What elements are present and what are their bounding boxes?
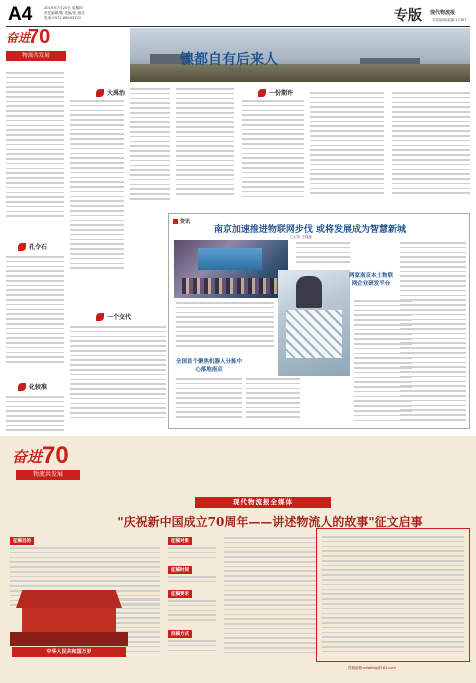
bottom-anniversary-logo [12, 442, 92, 482]
section-name: 专版 [394, 8, 422, 24]
page-number: A4 [8, 4, 33, 25]
news-text-col-2 [246, 378, 300, 421]
article-text-col-2 [70, 100, 124, 272]
masthead-rule [6, 26, 470, 27]
news-tag-label: 资讯 [180, 219, 191, 225]
subhead [258, 88, 293, 97]
bottom-logo-tagline: 物流共发展 [16, 470, 80, 480]
leaf-icon [18, 243, 26, 251]
article-text-col-3 [130, 88, 170, 203]
subhead-text: 化较准 [29, 384, 48, 391]
photo-caption: 两家南京本土物联网企业研发平台 [348, 273, 393, 287]
news-title: 南京加速推进物联网步伐 或将发展成为智慧新城 [213, 225, 407, 235]
gate-hall [22, 608, 116, 632]
media-banner: 现代物流报全媒体 [195, 497, 331, 508]
visitors [182, 278, 280, 294]
feature-title: 镍都自有后来人 [180, 52, 278, 68]
model-photo [278, 270, 350, 376]
subhead [18, 242, 47, 251]
target-text [168, 547, 216, 561]
leaf-icon [18, 383, 26, 391]
page-editor: 本版编辑/邮编:17467 [432, 18, 467, 22]
bottom-logo-number: 70 [42, 442, 69, 469]
masthead-phone: 电话:0371-69003722 [44, 16, 82, 20]
news-text-col-5 [400, 242, 466, 424]
exhibition-photo [174, 240, 288, 298]
person [296, 276, 322, 308]
article-text-col-4 [176, 88, 234, 198]
logo-tagline: 物流共发展 [6, 51, 66, 61]
article-text-col-1c [6, 396, 64, 434]
tag-requirements: 征稿要求 [168, 590, 192, 598]
news-byline: □记者 王晓瑞 [290, 235, 312, 239]
requirements-text [168, 600, 216, 624]
anniversary-logo [6, 26, 62, 65]
subhead [96, 88, 125, 97]
gate-roof [16, 590, 122, 608]
contact-email: 投稿邮箱:xdwlbtg@163.com [348, 666, 396, 670]
city-model [286, 310, 342, 358]
gate-sign: 中华人民共和国万岁 [12, 647, 126, 657]
news-text-col-3 [296, 242, 350, 266]
news-text-col-1 [176, 302, 274, 350]
bottom-logo-word: 奋进 [12, 448, 43, 466]
feature-byline: 本报记者 王 ... [228, 68, 252, 72]
contest-text-col-4 [322, 536, 464, 656]
time-text [168, 576, 216, 586]
logo-word: 奋进 [6, 31, 31, 45]
subhead [96, 312, 131, 321]
news-text-col-1b [176, 378, 242, 421]
submission-text [168, 640, 216, 654]
subhead-text: 大禹治 [107, 90, 126, 97]
masthead-editor: 责任编辑/陈 美编/张 版式 [44, 11, 85, 15]
square-icon [173, 219, 178, 224]
gate-base [10, 632, 128, 646]
tag-time: 征稿时间 [168, 566, 192, 574]
subhead-text: 一个交代 [107, 314, 132, 321]
logo-number: 70 [28, 26, 51, 48]
tag-purpose: 征稿目的 [10, 537, 34, 545]
masthead-date: 2019年7月25日 星期四 [44, 6, 83, 10]
leaf-icon [96, 89, 104, 97]
article-text-col-7 [392, 92, 470, 197]
article-text-col-6 [310, 92, 384, 197]
subhead-text: 一份期许 [269, 90, 294, 97]
masthead-info [44, 6, 85, 21]
tiananmen-illustration [6, 590, 132, 660]
leaf-icon [96, 313, 104, 321]
contest-text-col-3 [224, 537, 316, 657]
subhead [18, 382, 47, 391]
masthead [0, 0, 476, 26]
subhead-text: 孔令石 [29, 244, 48, 251]
news-subhead: 全国首个聚焦机器人分拣中心落地南京 [176, 359, 243, 373]
article-text-col-1b [6, 256, 64, 366]
paper-name: 现代物流报 [430, 10, 456, 16]
tag-submission: 投稿方式 [168, 630, 192, 638]
display-screen [198, 248, 262, 270]
article-text-col-2b [70, 326, 166, 422]
article-text-col-5 [242, 100, 304, 200]
tag-target: 征稿对象 [168, 537, 192, 545]
article-text-col-1 [6, 72, 64, 220]
leaf-icon [258, 89, 266, 97]
contest-title: "庆祝新中国成立70周年——讲述物流人的故事"征文启事 [117, 515, 423, 529]
